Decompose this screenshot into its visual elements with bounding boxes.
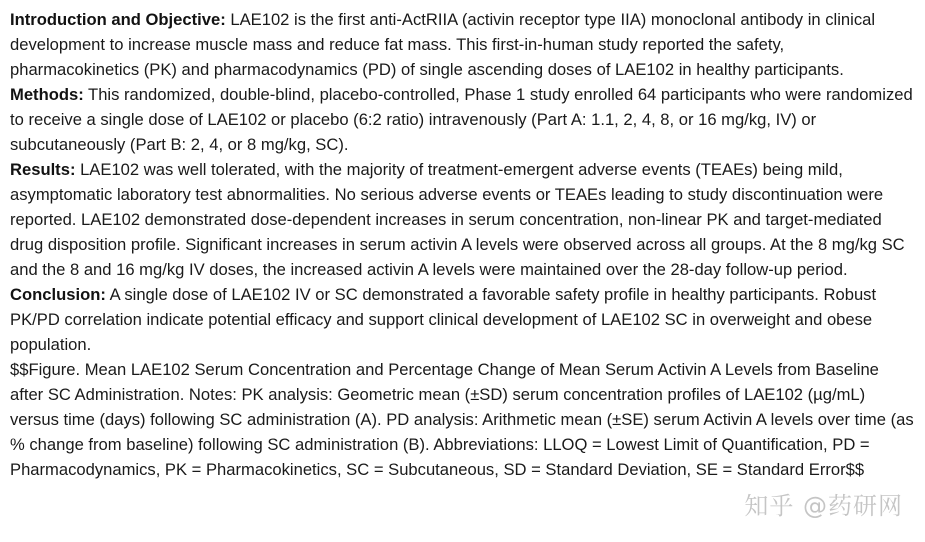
- section-body: This randomized, double-blind, placebo-controlled, Phase 1 study enrolled 64 participants who were randomized to receive a single dose of LAE102 or placebo (6:2 ratio) intravenously (Part A: 1.1, 2, 4, 8, or 16 mg/kg, IV) or subcutaneously (Part B: 2, 4, or 8 mg/kg, SC).: [10, 85, 913, 154]
- abstract-text: [10, 7, 915, 482]
- section-introduction: [10, 7, 915, 82]
- figure-note: $$Figure. Mean LAE102 Serum Concentration and Percentage Change of Mean Serum Activin A Levels from Baseline after SC Administration. Notes: PK analysis: Geometric mean (±SD) serum concentration profiles of LAE102 (µg/mL) versus time (days) following SC administration (A). PD analysis: Arithmetic mean (±SE) serum Activin A levels over time (as % change from baseline) following SC administration (B). Abbreviations: LLOQ = Lowest Limit of Quantification, PD = Pharmacodynamics, PK = Pharmacokinetics, SC = Subcutaneous, SD = Standard Deviation, SE = Standard Error$$: [10, 360, 914, 479]
- section-heading: Methods:: [10, 85, 84, 104]
- section-body: A single dose of LAE102 IV or SC demonstrated a favorable safety profile in healthy participants. Robust PK/PD correlation indicate potential efficacy and support clinical development of LAE102 SC in overweight and obese population.: [10, 285, 877, 354]
- section-body: LAE102 was well tolerated, with the majority of treatment-emergent adverse events (TEAEs) being mild, asymptomatic laboratory test abnormalities. No serious adverse events or TEAEs leading to study discontinuation were reported. LAE102 demonstrated dose-dependent increases in serum concentration, non-linear PK and target-mediated drug disposition profile. Significant increases in serum activin A levels were observed across all groups. At the 8 mg/kg SC and the 8 and 16 mg/kg IV doses, the increased activin A levels were maintained over the 28-day follow-up period.: [10, 160, 905, 279]
- section-methods: [10, 82, 915, 157]
- section-heading: Introduction and Objective:: [10, 10, 226, 29]
- section-heading: Conclusion:: [10, 285, 106, 304]
- section-conclusion: [10, 282, 915, 357]
- watermark: 知乎 @药研网: [744, 492, 903, 520]
- section-results: [10, 157, 915, 282]
- section-body: LAE102 is the first anti-ActRIIA (activin receptor type IIA) monoclonal antibody in clinical development to increase muscle mass and reduce fat mass. This first-in-human study reported the safety, pharmacokinetics (PK) and pharmacodynamics (PD) of single ascending doses of LAE102 in healthy participants.: [10, 10, 876, 79]
- section-heading: Results:: [10, 160, 76, 179]
